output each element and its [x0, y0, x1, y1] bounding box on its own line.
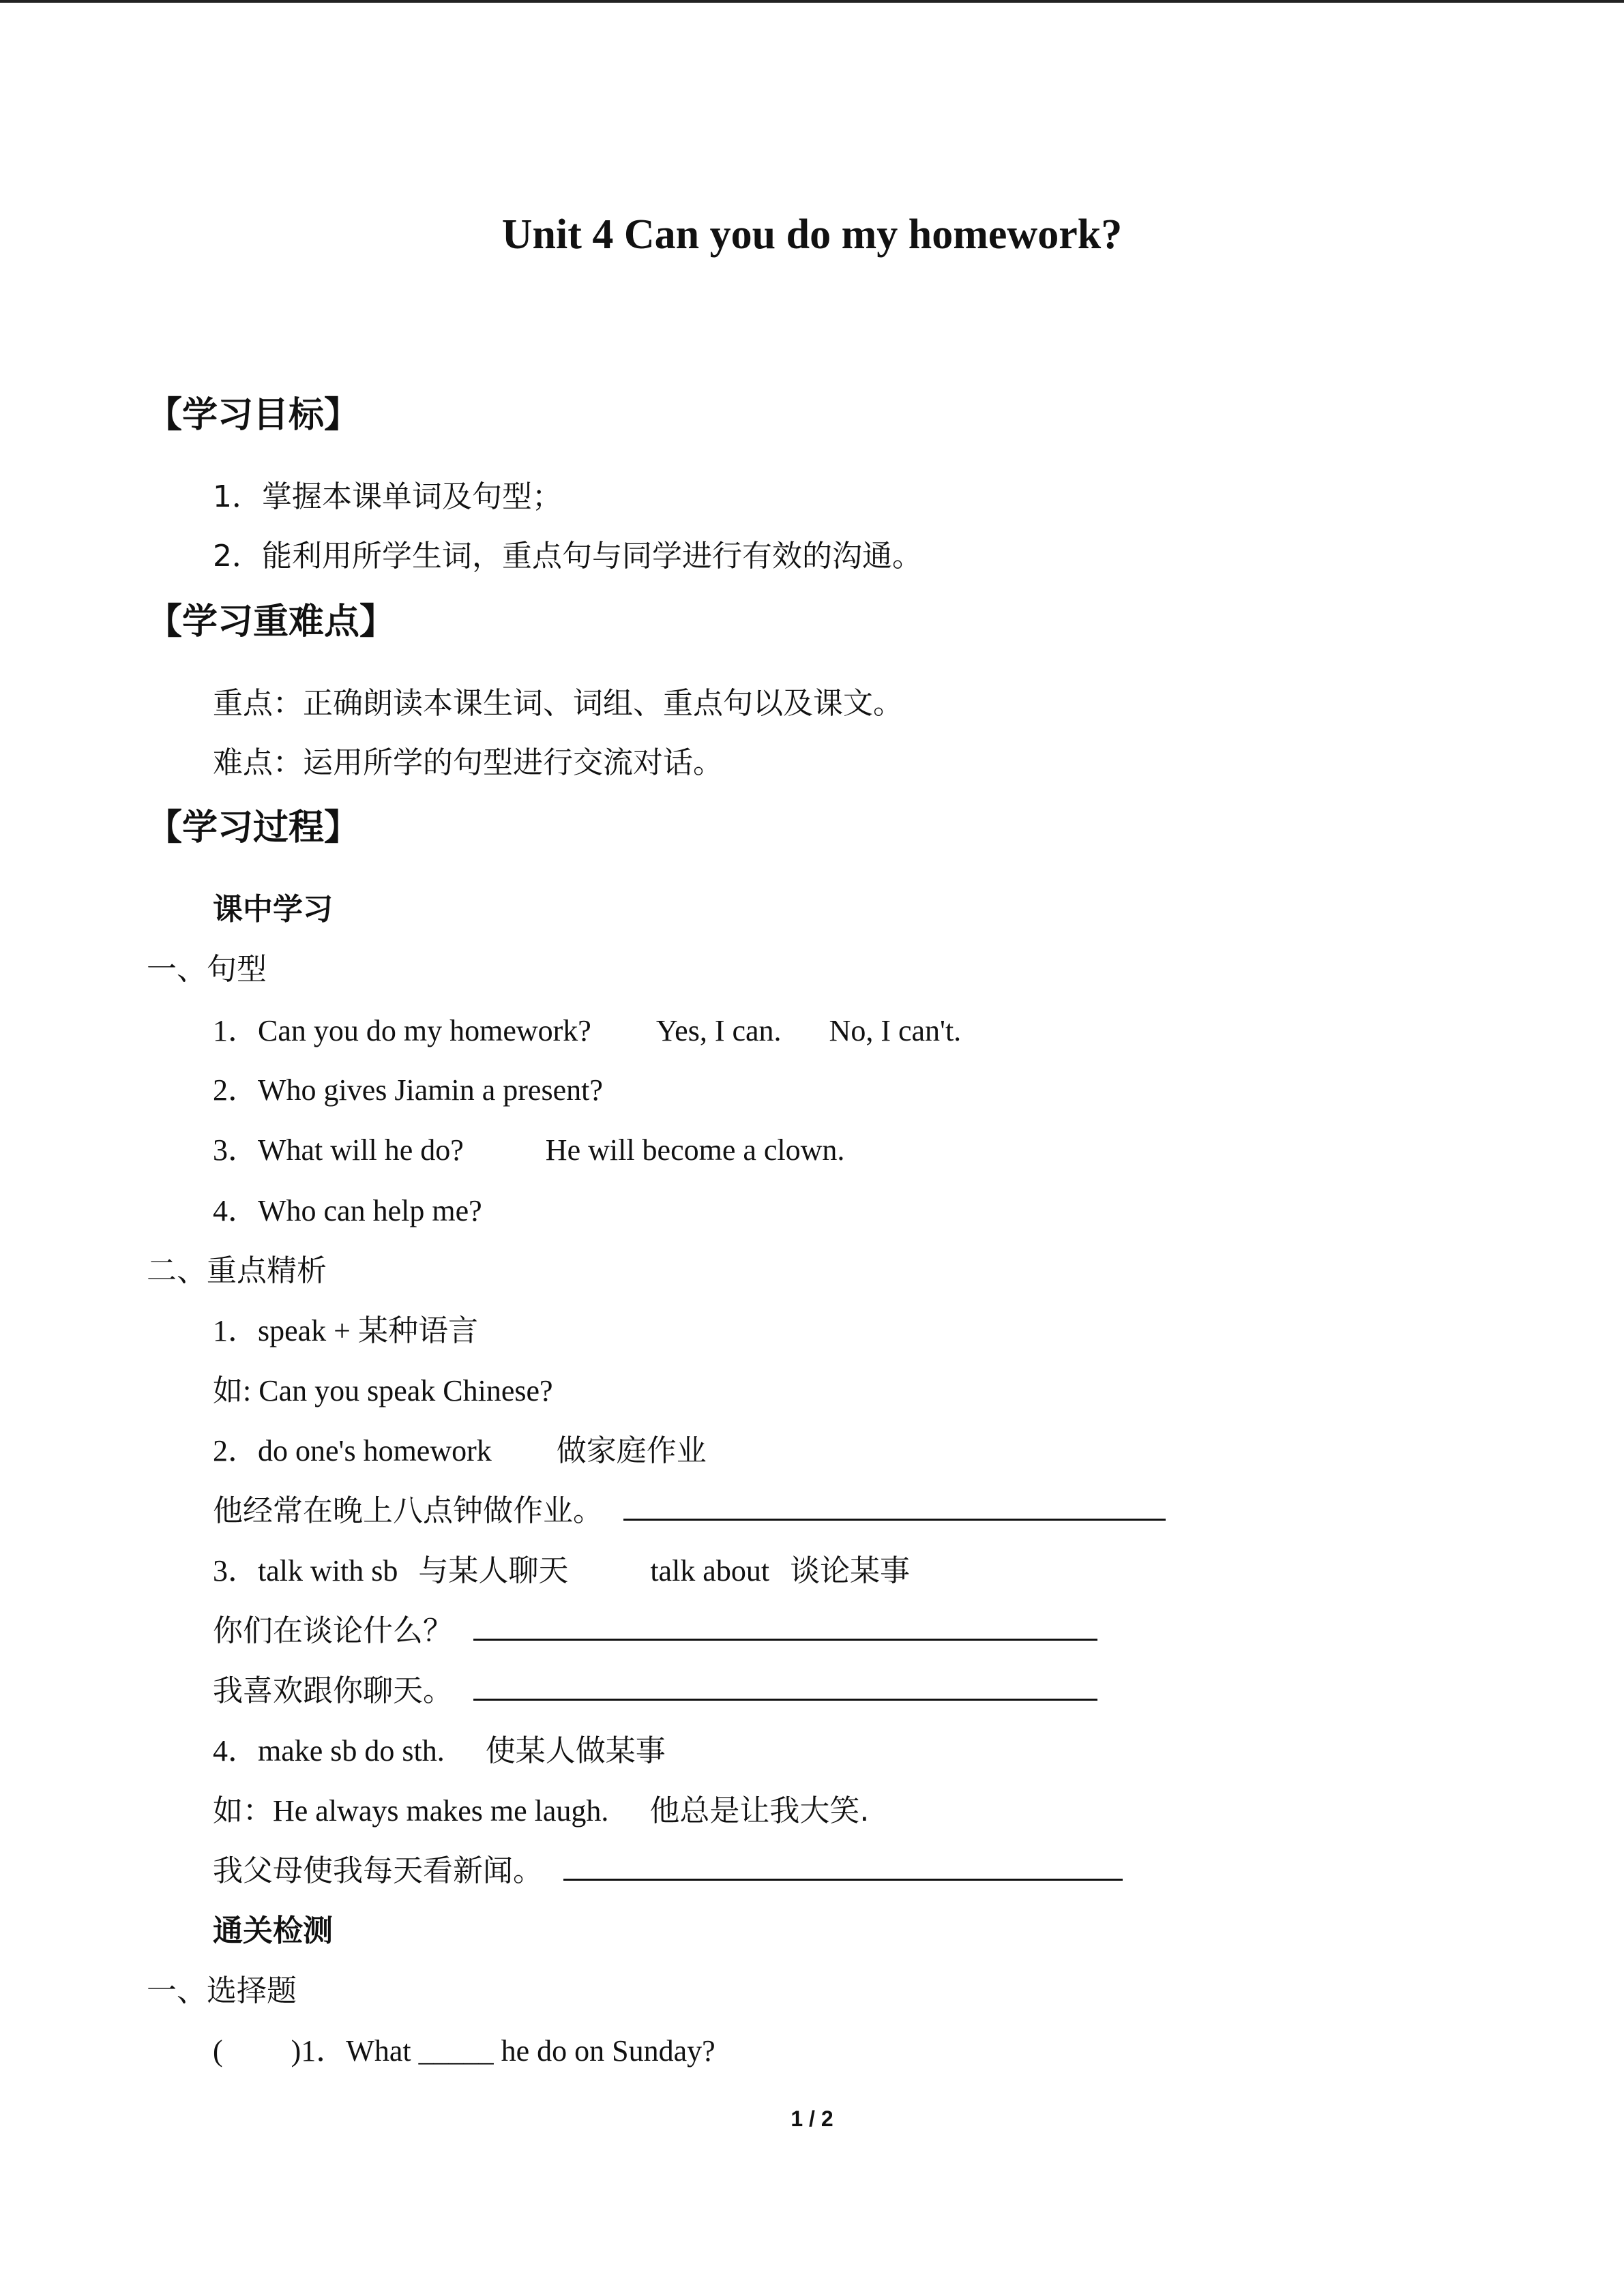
sentence-1 [213, 1011, 961, 1052]
point-4-exercise [213, 1851, 1123, 1892]
sentence-1-question: 1．Can you do my homework? [213, 1014, 591, 1047]
point-2-meaning: 做家庭作业 [556, 1433, 707, 1468]
class-study-heading: 课中学习 [213, 892, 333, 927]
answer-blank-2[interactable] [473, 1611, 1097, 1641]
sentence-3-answer: He will become a clown. [545, 1133, 845, 1167]
sentence-3-question: 3．What will he do? [213, 1133, 464, 1167]
sentence-4: 4．Who can help me? [213, 1194, 482, 1227]
point-4 [213, 1731, 666, 1772]
point-4-phrase: 4．make sb do sth. [213, 1734, 445, 1768]
part-heading-choice: 一、选择题 [147, 1973, 297, 2008]
answer-blank-1[interactable] [623, 1491, 1166, 1521]
sentence-3 [213, 1130, 844, 1171]
answer-blank-3[interactable] [473, 1671, 1097, 1701]
point-2 [213, 1431, 707, 1472]
point-4-example-cn: 他总是让我大笑. [649, 1793, 870, 1828]
point-3-exercise-2-text: 我喜欢跟你聊天。 [213, 1673, 453, 1708]
point-4-meaning: 使某人做某事 [485, 1733, 666, 1768]
goal-item-1: 1．掌握本课单词及句型； [213, 479, 562, 514]
point-3-phrase-2: talk about [650, 1554, 770, 1587]
point-3-phrase-1: 3．talk with sb [213, 1554, 398, 1587]
point-3-exercise-2 [213, 1671, 1097, 1712]
point-2-exercise [213, 1491, 1166, 1532]
section-heading-goals: 【学习目标】 [147, 395, 360, 436]
sentence-2: 2．Who gives Jiamin a present? [213, 1073, 603, 1107]
check-heading: 通关检测 [213, 1913, 333, 1948]
part-heading-analysis: 二、重点精析 [147, 1253, 327, 1288]
point-3-meaning-1: 与某人聊天 [418, 1553, 569, 1588]
point-4-exercise-text: 我父母使我每天看新闻。 [213, 1853, 543, 1888]
difficult-point-item: 难点：运用所学的句型进行交流对话。 [213, 745, 723, 780]
point-3-exercise-1-text: 你们在谈论什么？ [213, 1613, 453, 1648]
sentence-1-yes: Yes, I can. [655, 1014, 782, 1047]
point-1-label: 1．speak + 某种语言 [213, 1314, 478, 1347]
goal-item-2: 2．能利用所学生词，重点句与同学进行有效的沟通。 [213, 539, 922, 573]
point-4-example [213, 1791, 869, 1832]
part-heading-sentences: 一、句型 [147, 952, 267, 987]
key-point-item: 重点：正确朗读本课生词、词组、重点句以及课文。 [213, 686, 903, 721]
point-4-example-en: 如：He always makes me laugh. [213, 1794, 609, 1828]
section-heading-key-points: 【学习重难点】 [147, 601, 396, 642]
point-3-meaning-2: 谈论某事 [790, 1553, 911, 1588]
sentence-1-no: No, I can't. [829, 1014, 962, 1047]
question-1-open-paren: ( [213, 2034, 223, 2068]
answer-blank-4[interactable] [563, 1851, 1123, 1881]
section-heading-process: 【学习过程】 [147, 807, 360, 848]
document-title: Unit 4 Can you do my homework? [501, 211, 1123, 258]
point-2-phrase: 2．do one's homework [213, 1434, 492, 1467]
question-1-text: )1．What _____ he do on Sunday? [291, 2034, 715, 2068]
page-number: 1 / 2 [791, 2106, 833, 2131]
question-1 [213, 2031, 715, 2072]
point-3-exercise-1 [213, 1611, 1097, 1652]
point-1-example: 如: Can you speak Chinese? [213, 1374, 553, 1407]
point-2-exercise-text: 他经常在晚上八点钟做作业。 [213, 1493, 603, 1528]
point-3 [213, 1551, 910, 1592]
